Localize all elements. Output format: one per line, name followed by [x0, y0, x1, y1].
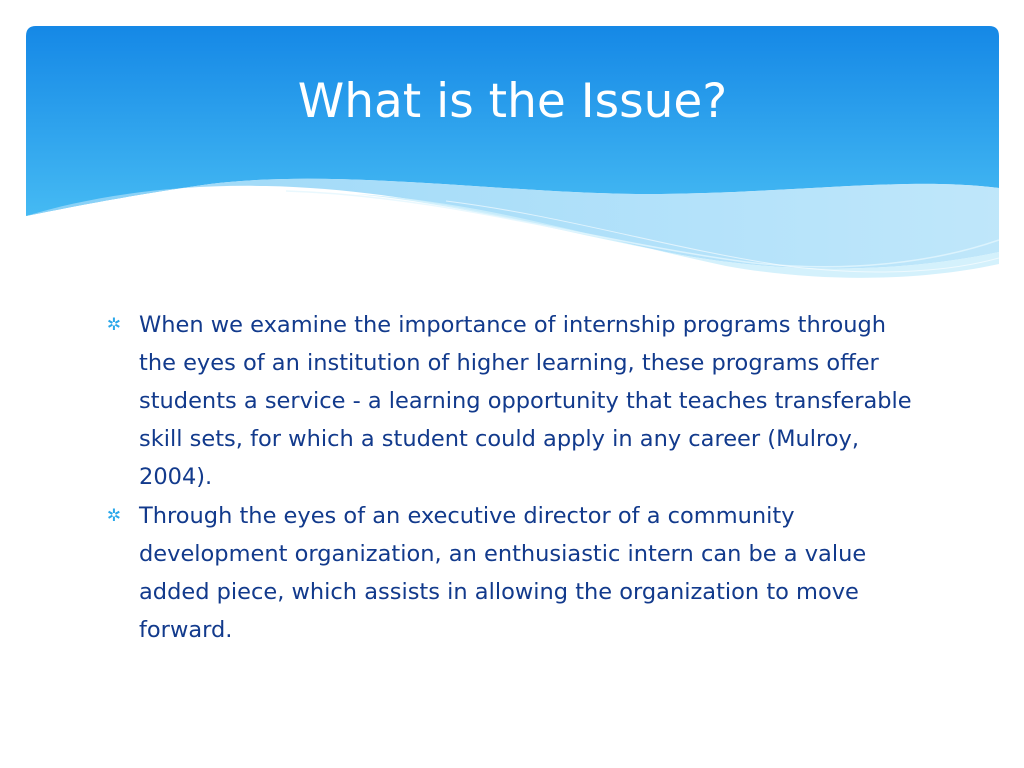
bullet-item [106, 497, 926, 649]
bullet-list [106, 306, 926, 650]
bullet-text: Through the eyes of an executive director of a community development organization, an enthusiastic intern can be a value added piece, which assists in allowing the organization to move forward. [139, 503, 867, 643]
bullet-text: When we examine the importance of internship programs through the eyes of an institution of higher learning, these programs offer students a service - a learning opportunity that teaches transferable skill sets, for which a student could apply in any career (Mulroy, 2004). [139, 312, 912, 490]
asterisk-bullet-icon: ✲ [106, 315, 122, 335]
header-banner [26, 26, 999, 296]
asterisk-bullet-icon: ✲ [106, 506, 122, 526]
bullet-item [106, 306, 926, 496]
slide-title: What is the Issue? [297, 74, 728, 129]
header-wave-graphic [26, 26, 999, 296]
